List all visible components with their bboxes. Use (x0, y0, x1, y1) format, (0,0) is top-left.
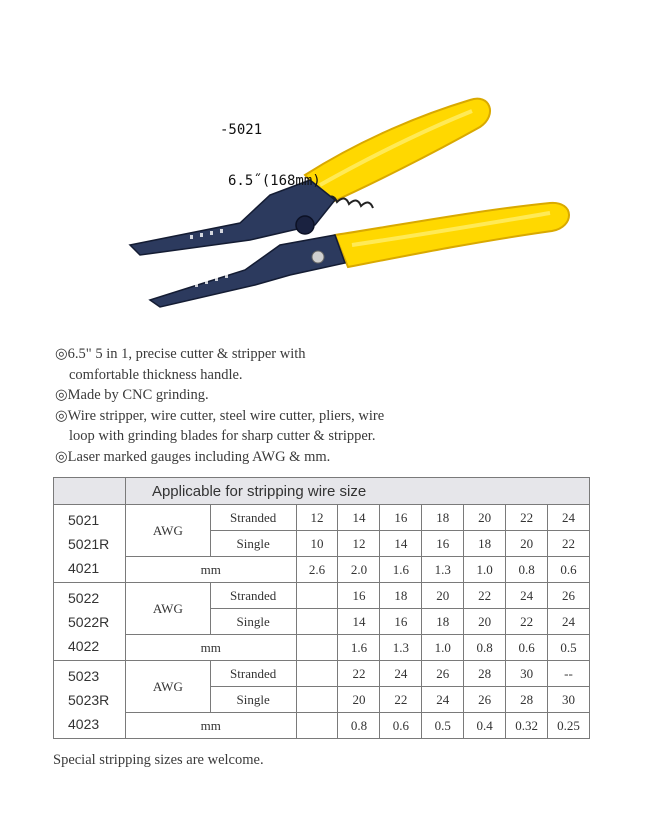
size-cell: 16 (380, 609, 422, 635)
size-cell: 30 (506, 661, 548, 687)
size-cell: 0.4 (464, 713, 506, 739)
size-cell: 28 (464, 661, 506, 687)
feature-item: ◎Laser marked gauges including AWG & mm. (55, 448, 331, 465)
model-number: 5022R (68, 613, 110, 630)
size-cell: 1.3 (422, 557, 464, 583)
size-cell: 20 (464, 609, 506, 635)
stranded-label: Stranded (210, 505, 296, 531)
size-cell: 14 (338, 505, 380, 531)
feature-item: ◎Made by CNC grinding. (55, 387, 209, 403)
model-number: 5023 (68, 667, 100, 684)
size-cell: 1.0 (422, 635, 464, 661)
size-cell: 28 (506, 687, 548, 713)
table-row (54, 713, 590, 739)
size-cell: -- (548, 661, 590, 687)
single-label: Single (210, 609, 296, 635)
size-cell: 24 (422, 687, 464, 713)
size-cell (296, 635, 338, 661)
size-cell: 24 (506, 583, 548, 609)
size-cell (296, 687, 338, 713)
size-cell: 18 (464, 531, 506, 557)
size-cell: 20 (464, 505, 506, 531)
size-cell: 1.0 (464, 557, 506, 583)
size-cell: 20 (422, 583, 464, 609)
header-corner (54, 478, 126, 505)
model-number: 5023R (68, 691, 110, 708)
model-cell (54, 661, 126, 739)
size-cell: 0.5 (422, 713, 464, 739)
stranded-label: Stranded (210, 661, 296, 687)
size-cell: 0.8 (506, 557, 548, 583)
size-cell: 26 (422, 661, 464, 687)
size-cell: 22 (338, 661, 380, 687)
size-cell: 14 (338, 609, 380, 635)
size-cell: 10 (296, 531, 338, 557)
model-label (220, 88, 321, 207)
size-cell (296, 583, 338, 609)
size-cell: 26 (464, 687, 506, 713)
size-cell: 22 (548, 531, 590, 557)
model-number: 4021 (68, 559, 100, 576)
size-cell: 14 (380, 531, 422, 557)
model-cell (54, 505, 126, 583)
size-cell: 16 (380, 505, 422, 531)
size-cell: 20 (338, 687, 380, 713)
size-cell: 0.25 (548, 713, 590, 739)
model-number: 4023 (68, 715, 100, 732)
single-label: Single (210, 687, 296, 713)
size-cell: 2.0 (338, 557, 380, 583)
table-row (54, 557, 590, 583)
model-cell (54, 583, 126, 661)
size-cell: 18 (422, 505, 464, 531)
size-cell: 24 (548, 609, 590, 635)
model-number: 5021R (68, 535, 110, 552)
spec-table (53, 477, 590, 739)
size-cell: 22 (464, 583, 506, 609)
size-cell: 16 (422, 531, 464, 557)
size-cell: 0.8 (338, 713, 380, 739)
awg-label: AWG (125, 661, 210, 713)
single-label: Single (210, 531, 296, 557)
size-cell: 22 (506, 609, 548, 635)
size-cell: 18 (380, 583, 422, 609)
size-cell: 24 (548, 505, 590, 531)
size-cell: 30 (548, 687, 590, 713)
model-number: 5022 (68, 589, 100, 606)
mm-label: mm (125, 557, 296, 583)
mm-label: mm (125, 713, 296, 739)
model-number: 5021 (68, 511, 100, 528)
feature-list (55, 344, 475, 467)
size-cell (296, 713, 338, 739)
model-size: 6.5˝(168mm) (228, 173, 321, 189)
table-header-row (54, 478, 590, 505)
bullet-icon: ◎ (55, 346, 68, 362)
footer-note: Special stripping sizes are welcome. (53, 752, 264, 768)
feature-item: ◎Wire stripper, wire cutter, steel wire cutter, pliers, wire loop with grinding blades for sharp cutter & stripper. (55, 407, 385, 444)
size-cell: 2.6 (296, 557, 338, 583)
size-cell: 24 (380, 661, 422, 687)
size-cell (296, 609, 338, 635)
size-cell: 1.3 (380, 635, 422, 661)
table-row (54, 661, 590, 687)
product-photo (120, 85, 590, 320)
table-header: Applicable for stripping wire size (125, 478, 589, 505)
awg-label: AWG (125, 583, 210, 635)
table-row (54, 505, 590, 531)
size-cell: 12 (338, 531, 380, 557)
bullet-icon: ◎ (55, 387, 68, 403)
size-cell: 26 (548, 583, 590, 609)
size-cell: 20 (506, 531, 548, 557)
table-row (54, 583, 590, 609)
table-row (54, 635, 590, 661)
size-cell: 12 (296, 505, 338, 531)
size-cell (296, 661, 338, 687)
size-cell: 22 (380, 687, 422, 713)
size-cell: 0.6 (506, 635, 548, 661)
size-cell: 22 (506, 505, 548, 531)
size-cell: 0.32 (506, 713, 548, 739)
size-cell: 0.5 (548, 635, 590, 661)
mm-label: mm (125, 635, 296, 661)
size-cell: 0.6 (380, 713, 422, 739)
model-number: 4022 (68, 637, 100, 654)
size-cell: 1.6 (338, 635, 380, 661)
size-cell: 16 (338, 583, 380, 609)
size-cell: 1.6 (380, 557, 422, 583)
size-cell: 0.8 (464, 635, 506, 661)
bullet-icon: ◎ (55, 407, 68, 424)
size-cell: 18 (422, 609, 464, 635)
feature-item: ◎6.5" 5 in 1, precise cutter & stripper with comfortable thickness handle. (55, 346, 306, 383)
model-number: -5021 (220, 122, 263, 138)
bullet-icon: ◎ (55, 448, 68, 465)
stranded-label: Stranded (210, 583, 296, 609)
size-cell: 0.6 (548, 557, 590, 583)
awg-label: AWG (125, 505, 210, 557)
